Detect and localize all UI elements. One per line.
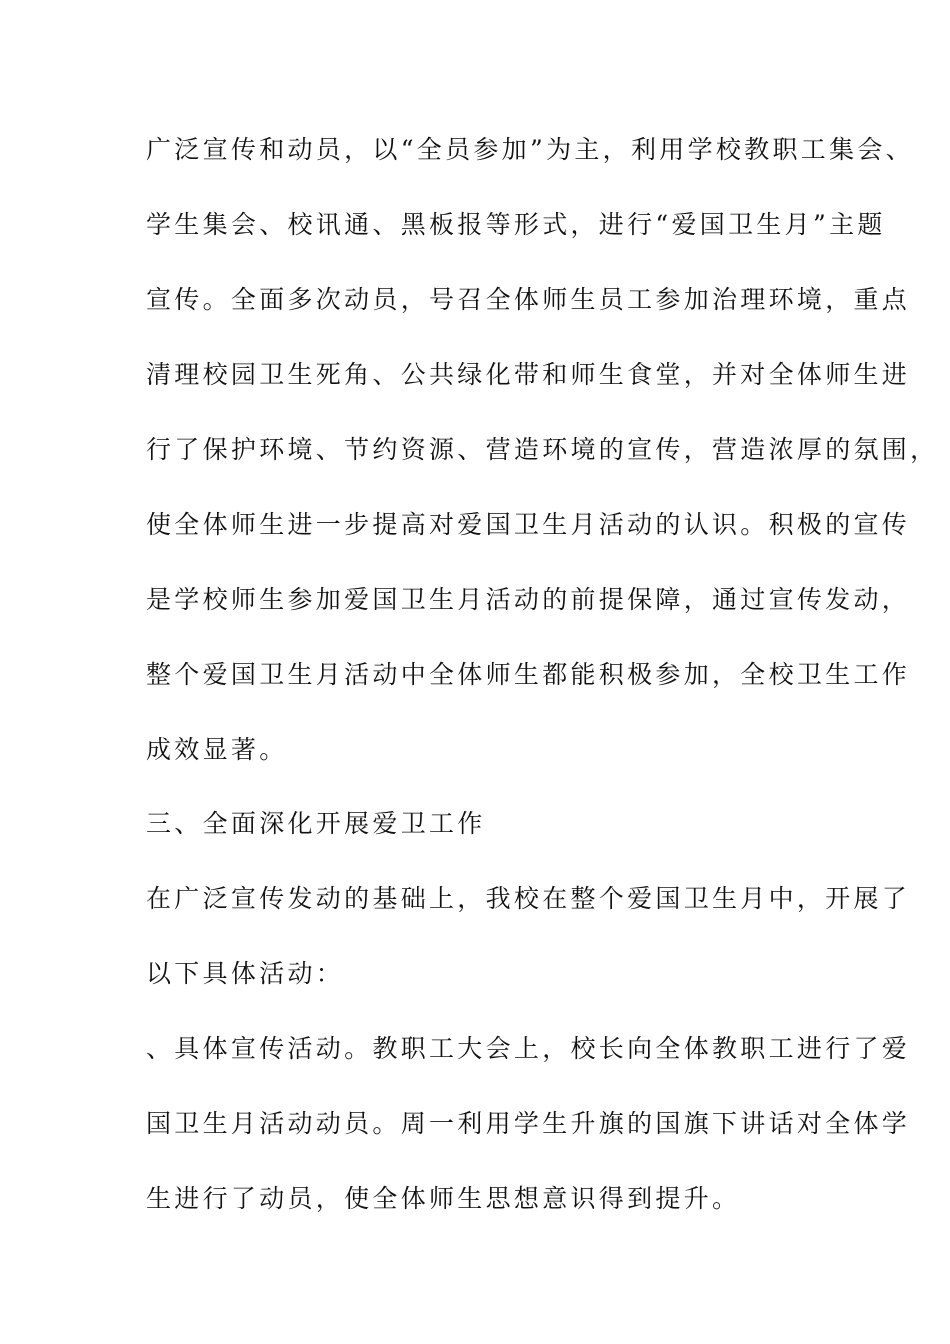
paragraph-line: 使全体师生进一步提高对爱国卫生月活动的认识。积极的宣传 [146,510,911,539]
paragraph-line: 广泛宣传和动员，以“全员参加”为主，利用学校教职工集会、 [146,135,914,164]
paragraph-line: 清理校园卫生死角、公共绿化带和师生食堂，并对全体师生进 [146,360,911,389]
section-heading: 三、全面深化开展爱卫工作 [146,809,486,838]
paragraph-line: 整个爱国卫生月活动中全体师生都能积极参加，全校卫生工作 [146,660,911,689]
paragraph-line: 在广泛宣传发动的基础上，我校在整个爱国卫生月中，开展了 [146,884,911,913]
paragraph-line: 成效显著。 [146,735,288,764]
paragraph-line: 国卫生月活动动员。周一利用学生升旗的国旗下讲话对全体学 [146,1109,911,1138]
paragraph-line: 、具体宣传活动。教职工大会上，校长向全体教职工进行了爱 [146,1034,911,1063]
paragraph-line: 以下具体活动： [146,959,345,988]
paragraph-line: 学生集会、校讯通、黑板报等形式，进行“爱国卫生月”主题 [146,210,886,239]
paragraph-line: 宣传。全面多次动员，号召全体师生员工参加治理环境，重点 [146,285,911,314]
paragraph-line: 行了保护环境、节约资源、营造环境的宣传，营造浓厚的氛围， [146,435,939,464]
paragraph-line: 生进行了动员，使全体师生思想意识得到提升。 [146,1184,741,1213]
paragraph-line: 是学校师生参加爱国卫生月活动的前提保障，通过宣传发动， [146,585,911,614]
